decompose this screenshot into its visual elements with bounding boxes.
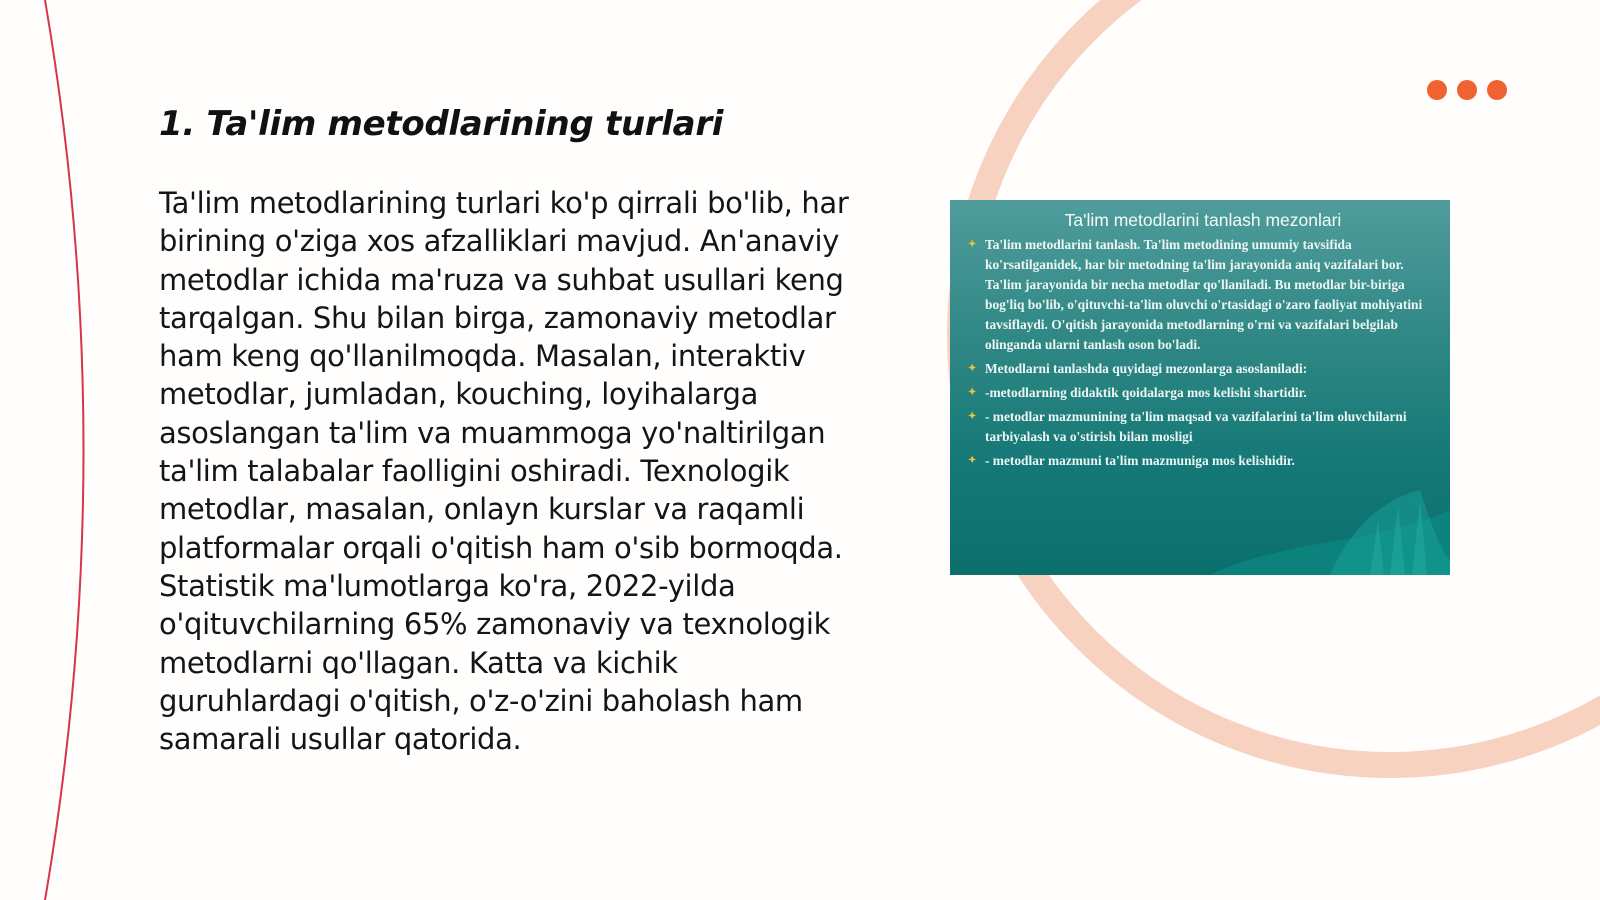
star-bullet-icon: ✦ bbox=[968, 387, 977, 398]
slide-body-text: Ta'lim metodlarining turlari ko'p qirrali bo'lib, har birining o'ziga xos afzalliklari mavjud. An'anaviy metodlar ichida ma'ruza va suhbat usullari keng tarqalgan. Shu bilan birga, zamonaviy metodlar ham keng qo'llanilmoqda. Masalan, interaktiv metodlar, jumladan, kouching, loyihalarga asoslangan ta'lim va muammoga yo'naltirilgan ta'lim talabalar faolligini oshiradi. Texnologik metodlar, masalan, onlayn kurslar va raqamli platformalar orqali o'qitish ham o'sib bormoqda. Statistik ma'lumotlarga ko'ra, 2022-yilda o'qituvchilarning 65% zamonaviy va texnologik metodlarni qo'llagan. Katta va kichik guruhlardagi o'qitish, o'z-o'zini baholash ham samarali usullar qatorida. bbox=[159, 186, 849, 757]
list-item bbox=[968, 359, 1438, 379]
list-item-text: Ta'lim metodlarini tanlash. Ta'lim metodining umumiy tavsifida ko'rsatilganidek, har bir metodning ta'lim jarayonida aniq vazifalari bor. Ta'lim jarayonida bir necha metodlar qo'llaniladi. Bu metodlar bir-biriga bog'liq bo'lib, o'qituvchi-ta'lim oluvchi o'rtasidagi o'zaro faoliyat mohiyatini tavsiflaydi. O'qitish jarayonida metodlarning o'rni va vazifalari belgilab olinganda ularni tanlash oson bo'ladi. bbox=[985, 237, 1423, 352]
list-item bbox=[968, 235, 1438, 355]
criteria-list bbox=[968, 235, 1438, 471]
list-item bbox=[968, 407, 1438, 447]
menu-dot-icon bbox=[1427, 80, 1447, 100]
list-item-text: Metodlarni tanlashda quyidagi mezonlarga asoslaniladi: bbox=[985, 361, 1308, 376]
list-item-text: - metodlar mazmuni ta'lim mazmuniga mos kelishidir. bbox=[985, 453, 1295, 468]
list-item bbox=[968, 383, 1438, 403]
star-bullet-icon: ✦ bbox=[968, 363, 977, 374]
more-options-menu[interactable] bbox=[1427, 80, 1507, 100]
menu-dot-icon bbox=[1487, 80, 1507, 100]
list-item-text: -metodlarning didaktik qoidalarga mos kelishi shartidir. bbox=[985, 385, 1307, 400]
panel-title: Ta'lim metodlarini tanlash mezonlari bbox=[1064, 210, 1342, 230]
star-bullet-icon: ✦ bbox=[968, 411, 977, 422]
left-edge-curve bbox=[45, 0, 84, 900]
menu-dot-icon bbox=[1457, 80, 1477, 100]
list-item bbox=[968, 451, 1438, 471]
slide-title: 1. Ta'lim metodlarining turlari bbox=[159, 104, 724, 144]
star-bullet-icon: ✦ bbox=[968, 455, 977, 466]
list-item-text: - metodlar mazmunining ta'lim maqsad va vazifalarini ta'lim oluvchilarni tarbiyalash va o'stirish bilan mosligi bbox=[985, 409, 1407, 444]
star-bullet-icon: ✦ bbox=[968, 239, 977, 250]
criteria-panel-image bbox=[950, 200, 1450, 575]
